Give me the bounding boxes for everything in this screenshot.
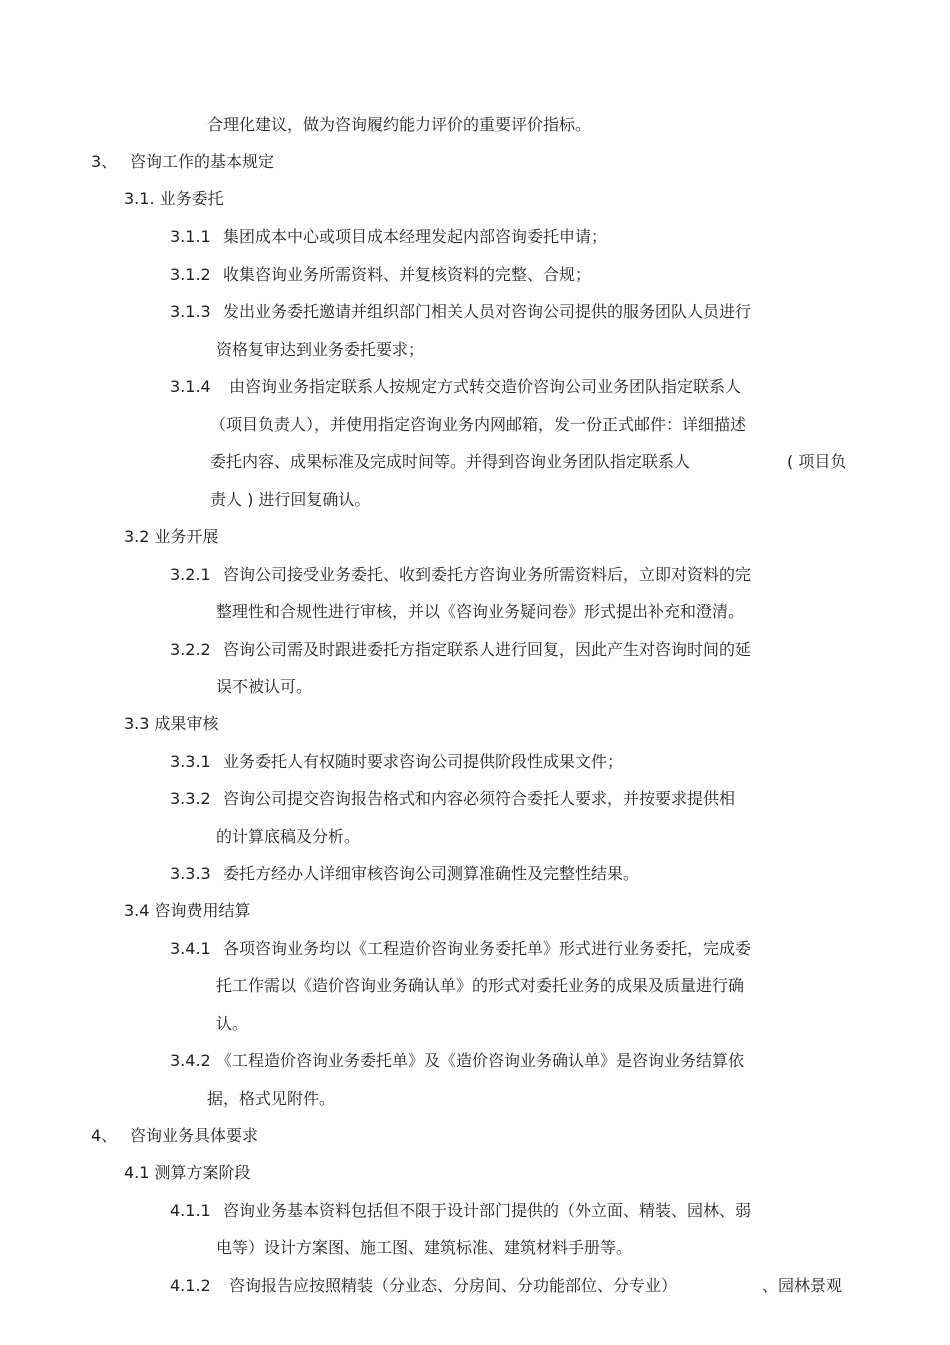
item-number: 3.1.1 bbox=[170, 227, 211, 246]
subsection-heading: 3.2 业务开展 bbox=[124, 527, 219, 546]
text-line: 委托方经办人详细审核咨询公司测算准确性及完整性结果。 bbox=[223, 864, 640, 883]
text-line: 据，格式见附件。 bbox=[207, 1089, 336, 1108]
text-line: 收集咨询业务所需资料、并复核资料的完整、合规； bbox=[223, 265, 592, 284]
section-heading: 咨询工作的基本规定 bbox=[130, 152, 275, 171]
item-number: 3.4.2 bbox=[170, 1051, 211, 1070]
text-line: 合理化建议，做为咨询履约能力评价的重要评价指标。 bbox=[207, 115, 592, 134]
text-line: 整理性和合规性进行审核，并以《咨询业务疑问卷》形式提出补充和澄清。 bbox=[216, 602, 745, 621]
item-number: 3.1.3 bbox=[170, 302, 211, 321]
text-line: 电等）设计方案图、施工图、建筑标准、建筑材料手册等。 bbox=[216, 1238, 633, 1257]
item-number: 3.2.2 bbox=[170, 640, 211, 659]
text-line: 责人 ) 进行回复确认。 bbox=[210, 490, 371, 509]
text-line: 、园林景观 bbox=[762, 1276, 843, 1295]
text-line: 托工作需以《造价咨询业务确认单》的形式对委托业务的成果及质量进行确 bbox=[216, 976, 745, 995]
section-number: 4、 bbox=[91, 1126, 118, 1145]
text-line: 委托内容、成果标准及完成时间等。并得到咨询业务团队指定联系人 bbox=[210, 452, 691, 471]
item-number: 3.3.3 bbox=[170, 864, 211, 883]
text-line: 发出业务委托邀请并组织部门相关人员对咨询公司提供的服务团队人员进行 bbox=[223, 302, 752, 321]
text-line: 认。 bbox=[216, 1014, 249, 1033]
text-line: 集团成本中心或项目成本经理发起内部咨询委托申请； bbox=[223, 227, 608, 246]
text-line: 《工程造价咨询业务委托单》及《造价咨询业务确认单》是咨询业务结算依 bbox=[216, 1051, 745, 1070]
item-number: 3.3.1 bbox=[170, 752, 211, 771]
text-line: 咨询公司需及时跟进委托方指定联系人进行回复，因此产生对咨询时间的延 bbox=[223, 640, 752, 659]
item-number: 3.1.4 bbox=[170, 377, 211, 396]
section-heading: 咨询业务具体要求 bbox=[130, 1126, 259, 1145]
text-line: 的计算底稿及分析。 bbox=[216, 827, 361, 846]
subsection-heading: 3.4 咨询费用结算 bbox=[124, 901, 251, 920]
item-number: 3.1.2 bbox=[170, 265, 211, 284]
item-number: 3.2.1 bbox=[170, 565, 211, 584]
subsection-heading: 3.1. 业务委托 bbox=[124, 189, 224, 208]
text-line: 误不被认可。 bbox=[216, 677, 313, 696]
text-line: 咨询公司接受业务委托、收到委托方咨询业务所需资料后，立即对资料的完 bbox=[223, 565, 752, 584]
text-line: 由咨询业务指定联系人按规定方式转交造价咨询公司业务团队指定联系人 bbox=[229, 377, 742, 396]
text-line: 咨询公司提交咨询报告格式和内容必须符合委托人要求，并按要求提供相 bbox=[223, 789, 736, 808]
subsection-heading: 3.3 成果审核 bbox=[124, 714, 219, 733]
item-number: 4.1.1 bbox=[170, 1201, 211, 1220]
section-number: 3、 bbox=[91, 152, 118, 171]
text-line: 资格复审达到业务委托要求； bbox=[216, 340, 425, 359]
text-line: 各项咨询业务均以《工程造价咨询业务委托单》形式进行业务委托，完成委 bbox=[223, 939, 752, 958]
item-number: 3.4.1 bbox=[170, 939, 211, 958]
item-number: 3.3.2 bbox=[170, 789, 211, 808]
text-line: （项目负责人），并使用指定咨询业务内网邮箱，发一份正式邮件：详细描述 bbox=[210, 415, 747, 434]
text-line: ( 项目负 bbox=[787, 452, 847, 471]
subsection-heading: 4.1 测算方案阶段 bbox=[124, 1163, 251, 1182]
text-line: 咨询业务基本资料包括但不限于设计部门提供的（外立面、精装、园林、弱 bbox=[223, 1201, 752, 1220]
text-line: 业务委托人有权随时要求咨询公司提供阶段性成果文件； bbox=[223, 752, 624, 771]
text-line: 咨询报告应按照精装（分业态、分房间、分功能部位、分专业） bbox=[229, 1276, 678, 1295]
item-number: 4.1.2 bbox=[170, 1276, 211, 1295]
